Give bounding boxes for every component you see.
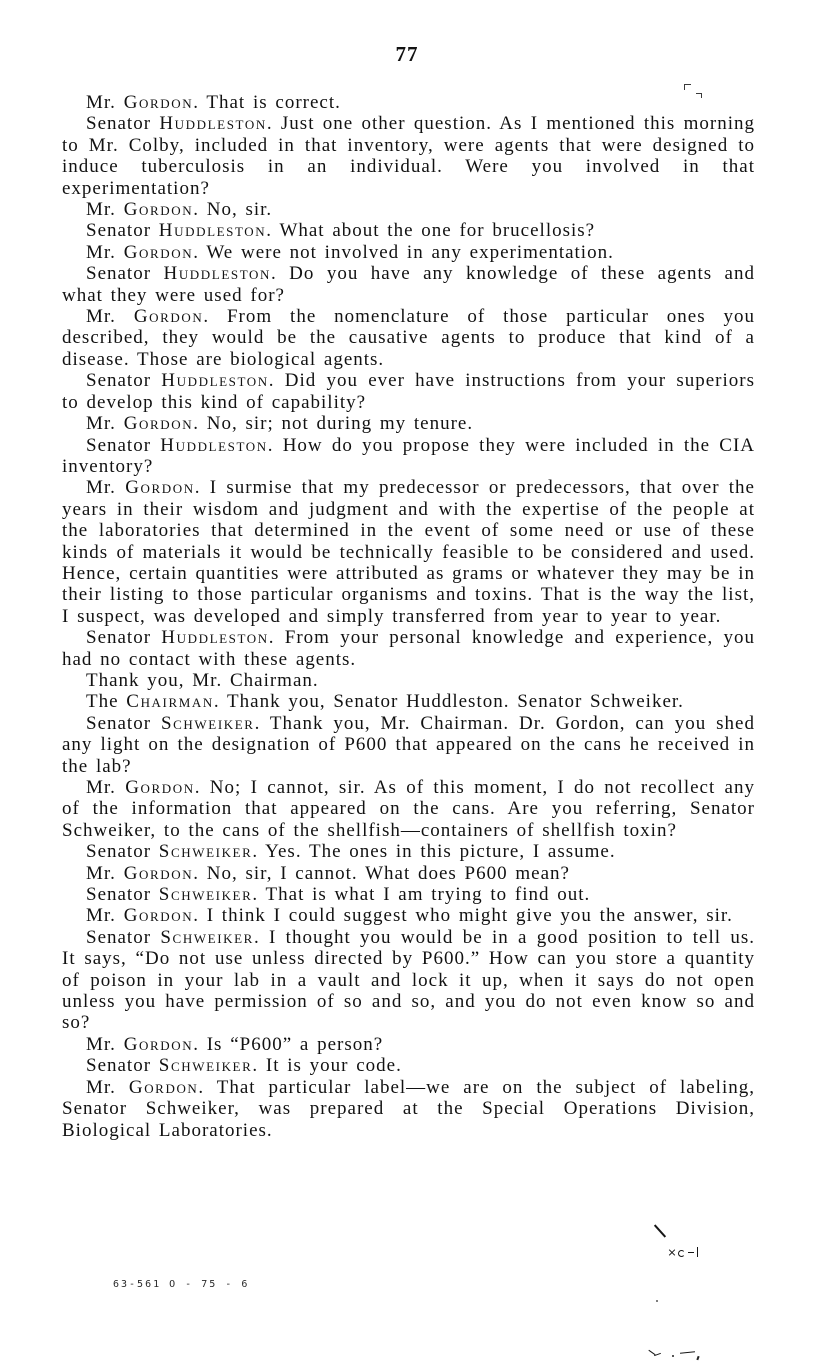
paragraph: Mr. Gordon. I surmise that my predecessor or predecessors, that over the years in their wisdom and judgment and with the expertise of the people at the laboratories that determined in the event of some need or use of these kinds of materials it would be technically feasible to be considered and used. Hence, certain quantities were attributed as grams or whatever they may be in their listing to those particular organisms and toxins. That is the way the list, I suspect, was developed and simply transferred from year to year to year. (62, 477, 755, 627)
paragraph: Mr. Gordon. That is correct. (86, 92, 341, 113)
speaker-name: Schweiker (158, 841, 253, 863)
speaker-name: Schweiker (158, 1055, 253, 1077)
speaker-name: Gordon (123, 199, 194, 221)
ink-mark (672, 1355, 674, 1357)
paragraph: Thank you, Mr. Chairman. (86, 669, 319, 691)
speaker-name: Huddleston (161, 370, 269, 392)
paragraph: Mr. Gordon. We were not involved in any experimentation. (86, 241, 614, 263)
paragraph: Senator Huddleston. How do you propose they were included in the CIA inventory? (62, 434, 756, 477)
paragraph: Senator Huddleston. What about the one for brucellosis? (86, 220, 596, 242)
speaker-name: Huddleston (161, 627, 269, 649)
speaker-name: Gordon (123, 905, 194, 927)
paragraph: Senator Schweiker. I thought you would be in a good position to tell us. It says, “Do not use unless directed by P600.” How can you store a quantity of poison in your lab in a vault and lock it up, when it says do not open unless you have permission of so and so, and you do not even know so and so? (62, 926, 756, 1034)
speaker-name: Huddleston (160, 434, 268, 456)
ink-mark (697, 1247, 698, 1257)
paragraph: Senator Huddleston. Did you ever have instructions from your superiors to develop this kind of capability? (62, 370, 756, 413)
paragraph: Mr. Gordon. Is “P600” a person? (86, 1033, 384, 1055)
speaker-name: Gordon (125, 777, 195, 798)
ink-mark (696, 93, 702, 98)
paragraph: Senator Huddleston. Just one other question. As I mentioned this morning to Mr. Colby, included in that inventory, were agents that were designed to induce tuberculosis in an individual. Were you involved in that experimentation? (62, 113, 755, 199)
paragraph: Mr. Gordon. No, sir, I cannot. What does P600 mean? (86, 862, 570, 884)
paragraph: Mr. Gordon. I think I could suggest who might give you the answer, sir. (86, 905, 733, 927)
speaker-name: Huddleston (163, 263, 271, 285)
speaker-name: Gordon (128, 1076, 199, 1098)
paragraph: Mr. Gordon. No, sir; not during my tenure. (86, 413, 474, 435)
paragraph: Senator Huddleston. From your personal knowledge and experience, you had no contact with these agents. (62, 627, 755, 670)
transcript (62, 92, 755, 1141)
speaker-name: Huddleston (159, 113, 267, 135)
paragraph: Mr. Gordon. That particular label—we are on the subject of labeling, Senator Schweiker, was prepared at the Special Operations Division, Biological Laboratories. (62, 1076, 755, 1141)
speaker-name: Schweiker (158, 884, 253, 906)
speaker-name: Chairman (126, 691, 214, 713)
ink-mark (680, 1351, 695, 1354)
speaker-name: Gordon (123, 241, 194, 263)
speaker-name: Schweiker (160, 712, 255, 734)
speaker-name: Gordon (123, 413, 194, 435)
paragraph: Mr. Gordon. From the nomenclature of those particular ones you described, they would be the causative agents to produce that kind of a disease. Those are biological agents. (62, 306, 755, 370)
speaker-name: Gordon (123, 1033, 194, 1055)
paragraph: The Chairman. Thank you, Senator Huddleston. Senator Schweiker. (86, 691, 684, 713)
ink-mark (696, 1356, 699, 1360)
print-code: 63-561 O - 75 - 6 (113, 1279, 250, 1290)
speaker-name: Gordon (123, 862, 194, 884)
ink-mark (684, 84, 691, 90)
paragraph: Mr. Gordon. No; I cannot, sir. As of this moment, I do not recollect any of the information that appeared on the cans. Are you referring, Senator Schweiker, to the cans of the shellfish—containers of shellfish toxin? (62, 777, 755, 841)
paragraph: Senator Huddleston. Do you have any knowledge of these agents and what they were used for? (62, 263, 755, 306)
speaker-name: Huddleston (158, 220, 267, 242)
speaker-name: Gordon (125, 477, 195, 499)
paragraph: Senator Schweiker. That is what I am trying to find out. (86, 884, 591, 906)
ink-mark (678, 1250, 685, 1257)
page-number: 77 (395, 42, 419, 66)
paragraph: Senator Schweiker. Thank you, Mr. Chairman. Dr. Gordon, can you shed any light on the designation of P600 that appeared on the cans he received in the lab? (62, 712, 755, 777)
paragraph: Senator Schweiker. It is your code. (86, 1055, 402, 1077)
paragraph: Mr. Gordon. No, sir. (86, 199, 273, 221)
ink-mark (688, 1252, 694, 1253)
speaker-name: Schweiker (160, 926, 254, 948)
ink-mark (654, 1224, 666, 1237)
speaker-name: Gordon (133, 306, 204, 328)
paragraph: Senator Schweiker. Yes. The ones in this picture, I assume. (86, 841, 616, 863)
ink-mark (656, 1300, 658, 1302)
speaker-name: Gordon (123, 92, 194, 113)
